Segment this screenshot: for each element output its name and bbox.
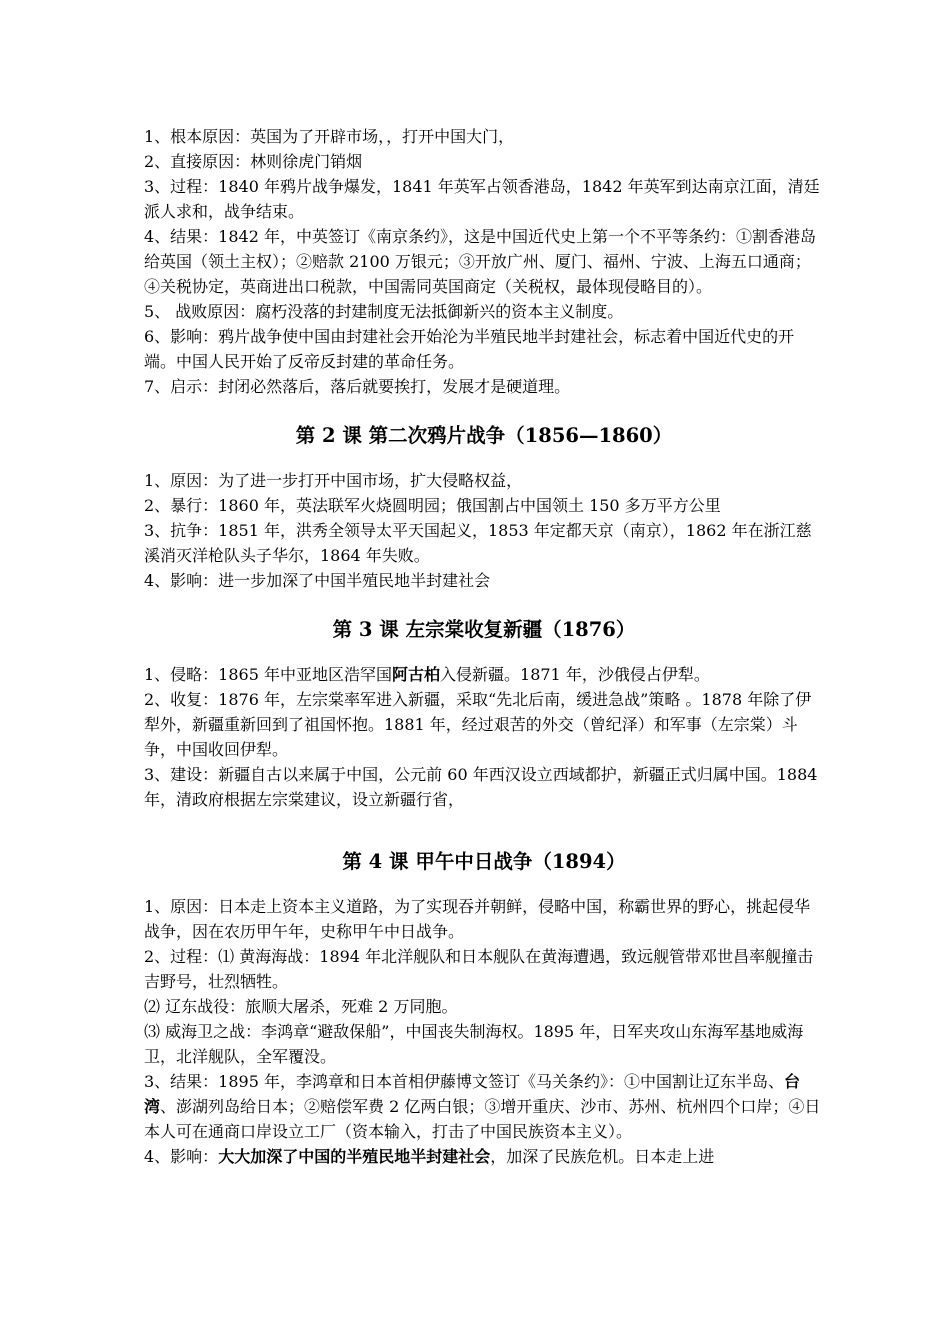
lesson4-item-1: 1、原因：日本走上资本主义道路，为了实现吞并朝鲜，侵略中国，称霸世界的野心，挑起侵华战争，因在农历甲午年，史称甲午中日战争。 xyxy=(144,897,811,941)
lesson1-item-3: 3、过程：1840 年鸦片战争爆发，1841 年英军占领香港岛，1842 年英军到达南京江面，清廷派人求和，战争结束。 xyxy=(144,177,820,221)
lesson2-item-1: 1、原因：为了进一步打开中国市场，扩大侵略权益， xyxy=(144,471,523,490)
lesson4-item-4-text-b: ，加深了民族危机。日本走上进 xyxy=(490,1147,715,1166)
lesson2-item-3: 3、抗争：1851 年，洪秀全领导太平天国起义，1853 年定都天京（南京），1862 年在浙江慈溪消灭洋枪队头子华尔，1864 年失败。 xyxy=(144,521,812,565)
lesson4-item-4-bold: 大大加深了中国的半殖民地半封建社会 xyxy=(218,1147,491,1166)
lesson3-title: 第 3 课 左宗棠收复新疆（1876） xyxy=(332,618,636,641)
lesson3-item-1-text-a: 1、侵略：1865 年中亚地区浩罕国 xyxy=(144,665,392,684)
lesson1-item-5: 5、 战败原因：腐朽没落的封建制度无法抵御新兴的资本主义制度。 xyxy=(144,302,624,321)
lesson4-item-4-text-a: 4、影响： xyxy=(144,1147,219,1166)
lesson2-section xyxy=(144,422,824,593)
lesson4-item-3-text-a: 3、结果：1895 年，李鸿章和日本首相伊藤博文签订《马关条约》：①中国割让辽东半岛、 xyxy=(144,1072,784,1091)
lesson1-item-1: 1、根本原因：英国为了开辟市场，，打开中国大门， xyxy=(144,127,515,146)
lesson3-item-1-text-b: 入侵新疆。1871 年，沙俄侵占伊犁。 xyxy=(440,665,710,684)
lesson3-item-3: 3、建设：新疆自古以来属于中国，公元前 60 年西汉设立西域都护，新疆正式归属中国。1884 年，清政府根据左宗棠建议，设立新疆行省， xyxy=(144,765,818,809)
lesson1-item-4: 4、结果：1842 年，中英签订《南京条约》，这是中国近代史上第一个不平等条约：①割香港岛给英国（领土主权）；②赔款 2100 万银元；③开放广州、厦门、福州、宁波、上海五口通商；④关税协定，英商进出口税款，中国需同英国商定（关税权，最体现侵略目的）。 xyxy=(144,227,816,296)
lesson3-item-1 xyxy=(144,662,824,687)
lesson4-item-2: 2、过程：⑴ 黄海海战：1894 年北洋舰队和日本舰队在黄海遭遇，致远舰管带邓世昌率舰撞击吉野号，壮烈牺牲。 xyxy=(144,947,814,991)
lesson1-item-7: 7、启示：封闭必然落后，落后就要挨打，发展才是硬道理。 xyxy=(144,377,571,396)
lesson1-section xyxy=(144,124,824,399)
document-body xyxy=(144,124,824,1169)
lesson3-item-2: 2、收复：1876 年，左宗棠率军进入新疆，采取“先北后南，缓进急战”策略 。1878 年除了伊犁外，新疆重新回到了祖国怀抱。1881 年，经过艰苦的外交（曾纪泽）和军事（左宗棠）斗争，中国收回伊犁。 xyxy=(144,690,812,759)
lesson4-item-2-sub-2: ⑵ 辽东战役：旅顺大屠杀，死难 2 万同胞。 xyxy=(144,997,458,1016)
lesson4-item-4 xyxy=(144,1144,824,1169)
lesson2-item-4: 4、影响：进一步加深了中国半殖民地半封建社会 xyxy=(144,571,491,590)
lesson2-item-2: 2、暴行：1860 年，英法联军火烧圆明园；俄国割占中国领土 150 多万平方公里 xyxy=(144,496,721,515)
lesson4-item-3-bold: 台湾 xyxy=(144,1072,801,1116)
lesson3-item-1-bold: 阿古柏 xyxy=(392,665,441,684)
lesson4-item-2-sub-3: ⑶ 威海卫之战：李鸿章“避敌保船”，中国丧失制海权。1895 年，日军夹攻山东海军基地威海卫，北洋舰队，全军覆没。 xyxy=(144,1022,804,1066)
lesson2-title: 第 2 课 第二次鸦片战争（1856—1860） xyxy=(295,424,673,447)
lesson1-item-6: 6、影响：鸦片战争使中国由封建社会开始沦为半殖民地半封建社会，标志着中国近代史的开端。中国人民开始了反帝反封建的革命任务。 xyxy=(144,327,795,371)
lesson4-item-3 xyxy=(144,1069,824,1144)
lesson4-section xyxy=(144,848,824,1169)
lesson3-section xyxy=(144,616,824,812)
lesson4-item-3-text-b: 、澎湖列岛给日本；②赔偿军费 2 亿两白银；③增开重庆、沙市、苏州、杭州四个口岸；④日本人可在通商口岸设立工厂（资本输入，打击了中国民族资本主义）。 xyxy=(144,1097,821,1141)
lesson1-item-2: 2、直接原因：林则徐虎门销烟 xyxy=(144,152,363,171)
lesson4-title: 第 4 课 甲午中日战争（1894） xyxy=(342,850,626,873)
